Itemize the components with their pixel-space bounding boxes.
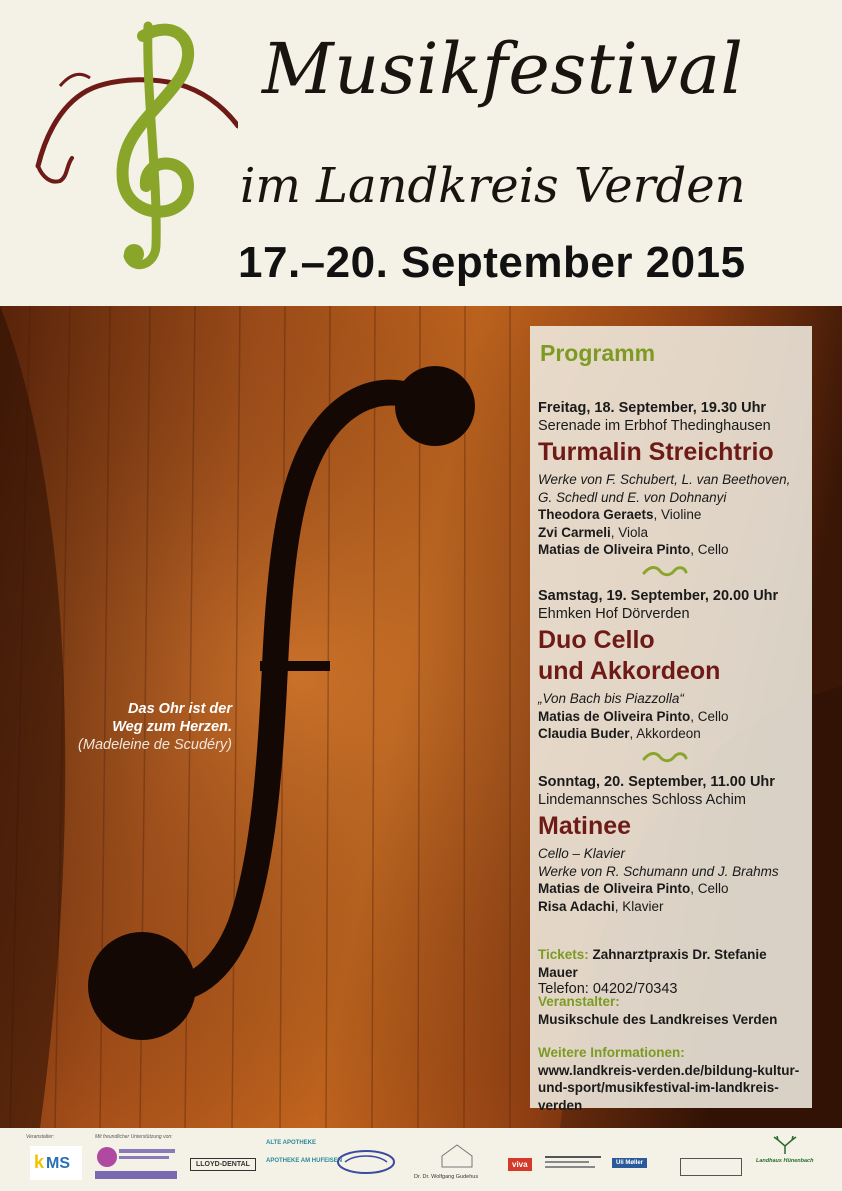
sponsor-alte-apotheke: ALTE APOTHEKE — [266, 1140, 317, 1146]
event-title: Turmalin Streichtrio — [538, 438, 774, 466]
event-works-line: G. Schedl und E. von Dohnanyi — [538, 489, 727, 505]
performer — [538, 506, 810, 524]
info-block — [538, 1044, 810, 1114]
festival-title: Musikfestival — [262, 28, 744, 110]
sponsor-gudehus: Dr. Dr. Wolfgang Gudehus — [414, 1174, 479, 1180]
poster-header — [0, 0, 842, 306]
sponsor-viva: viva — [508, 1158, 532, 1171]
info-url-line-2[interactable]: und-sport/musikfestival-im-landkreis-verden — [538, 1080, 779, 1113]
event-venue: Lindemannsches Schloss Achim — [538, 791, 746, 808]
info-url-line-1[interactable]: www.landkreis-verden.de/bildung-kultur- — [538, 1062, 800, 1078]
performer-instrument: , Violine — [653, 507, 702, 522]
performer-name: Zvi Carmeli — [538, 524, 611, 540]
svg-text:k: k — [34, 1152, 45, 1172]
performer-instrument: , Cello — [690, 708, 729, 724]
festival-dates: 17.–20. September 2015 — [238, 238, 746, 287]
sponsor-text-block — [545, 1156, 601, 1172]
ornament-divider-icon — [642, 564, 688, 578]
performer-name: Risa Adachi — [538, 898, 615, 914]
event-date: Freitag, 18. September, 19.30 Uhr — [538, 400, 767, 416]
performer — [538, 524, 810, 542]
sponsor-logo-box — [680, 1158, 742, 1176]
performer-instrument: , Viola — [610, 524, 649, 540]
event-title: Matinee — [538, 812, 632, 840]
event-venue: Serenade im Erbhof Thedinghausen — [538, 417, 771, 434]
performer — [538, 541, 810, 559]
house-icon — [440, 1142, 474, 1168]
sponsor-musik-logo — [335, 1146, 397, 1176]
quote-block — [20, 700, 232, 754]
event-date: Sonntag, 20. September, 11.00 Uhr — [538, 774, 775, 790]
event-title-line-2: und Akkordeon — [538, 657, 721, 685]
sponsor-uli-moller: Uli Møller — [612, 1158, 647, 1168]
event-works-line: „Von Bach bis Piazzolla“ — [538, 691, 684, 706]
ornament-divider-icon — [642, 750, 688, 764]
tickets-block — [538, 946, 810, 999]
sponsor-footer — [0, 1128, 842, 1191]
performer — [538, 708, 810, 726]
performer-instrument: , Cello — [690, 881, 729, 896]
tickets-place: Zahnarztpraxis Dr. Stefanie Mauer — [538, 947, 767, 980]
sponsor-apotheke-hufeisen: APOTHEKE AM HUFEISEN — [266, 1158, 343, 1164]
kms-logo — [30, 1146, 82, 1180]
sponsor-landhaus: Landhaus Hünenbach — [756, 1158, 814, 1164]
organizer-label: Veranstalter: — [538, 994, 620, 1009]
performer-name: Matias de Oliveira Pinto — [538, 542, 691, 557]
program-heading: Programm — [540, 340, 656, 366]
performer-instrument: , Klavier — [614, 898, 664, 914]
performer-name: Matias de Oliveira Pinto — [538, 881, 691, 896]
performer-instrument: , Akkordeon — [629, 726, 701, 741]
event-1 — [538, 400, 810, 559]
info-label: Weitere Informationen: — [538, 1045, 685, 1060]
performer-name: Claudia Buder — [538, 726, 630, 741]
sponsor-lloyd-dental: LLOYD-DENTAL — [190, 1158, 256, 1171]
event-title-line-1: Duo Cello — [538, 626, 655, 654]
performer — [538, 725, 810, 743]
footer-organizer-label: Veranstalter: — [26, 1134, 55, 1140]
quote-line-1: Das Ohr ist der — [128, 701, 232, 717]
performer — [538, 880, 810, 898]
horse-treble-clef-logo — [28, 16, 238, 286]
event-works-line: Werke von R. Schumann und J. Brahms — [538, 863, 779, 879]
quote-author: (Madeleine de Scudéry) — [78, 737, 232, 753]
program-panel — [530, 326, 812, 1113]
organizer-name: Musikschule des Landkreises Verden — [538, 1011, 778, 1027]
svg-text:MS: MS — [46, 1155, 70, 1172]
quote-line-2: Weg zum Herzen. — [112, 719, 232, 735]
event-venue: Ehmken Hof Dörverden — [538, 605, 690, 622]
event-3 — [538, 774, 810, 915]
performer-name: Theodora Geraets — [538, 507, 654, 522]
antlers-icon — [770, 1136, 800, 1156]
festival-subtitle: im Landkreis Verden — [240, 158, 746, 214]
event-works-line: Werke von F. Schubert, L. van Beethoven, — [538, 472, 791, 487]
performer-name: Matias de Oliveira Pinto — [538, 708, 691, 724]
event-date: Samstag, 19. September, 20.00 Uhr — [538, 588, 779, 604]
performer-instrument: , Cello — [690, 542, 729, 557]
footer-support-label: Mit freundlicher Unterstützung von: — [95, 1134, 173, 1140]
performer — [538, 898, 810, 916]
organizer-block — [538, 993, 810, 1028]
tickets-label: Tickets: — [538, 947, 589, 962]
tickets-phone: Telefon: 04202/70343 — [538, 981, 678, 997]
event-works-line: Cello – Klavier — [538, 846, 626, 861]
sponsor-logo-purple — [95, 1143, 177, 1181]
event-2 — [538, 588, 810, 743]
